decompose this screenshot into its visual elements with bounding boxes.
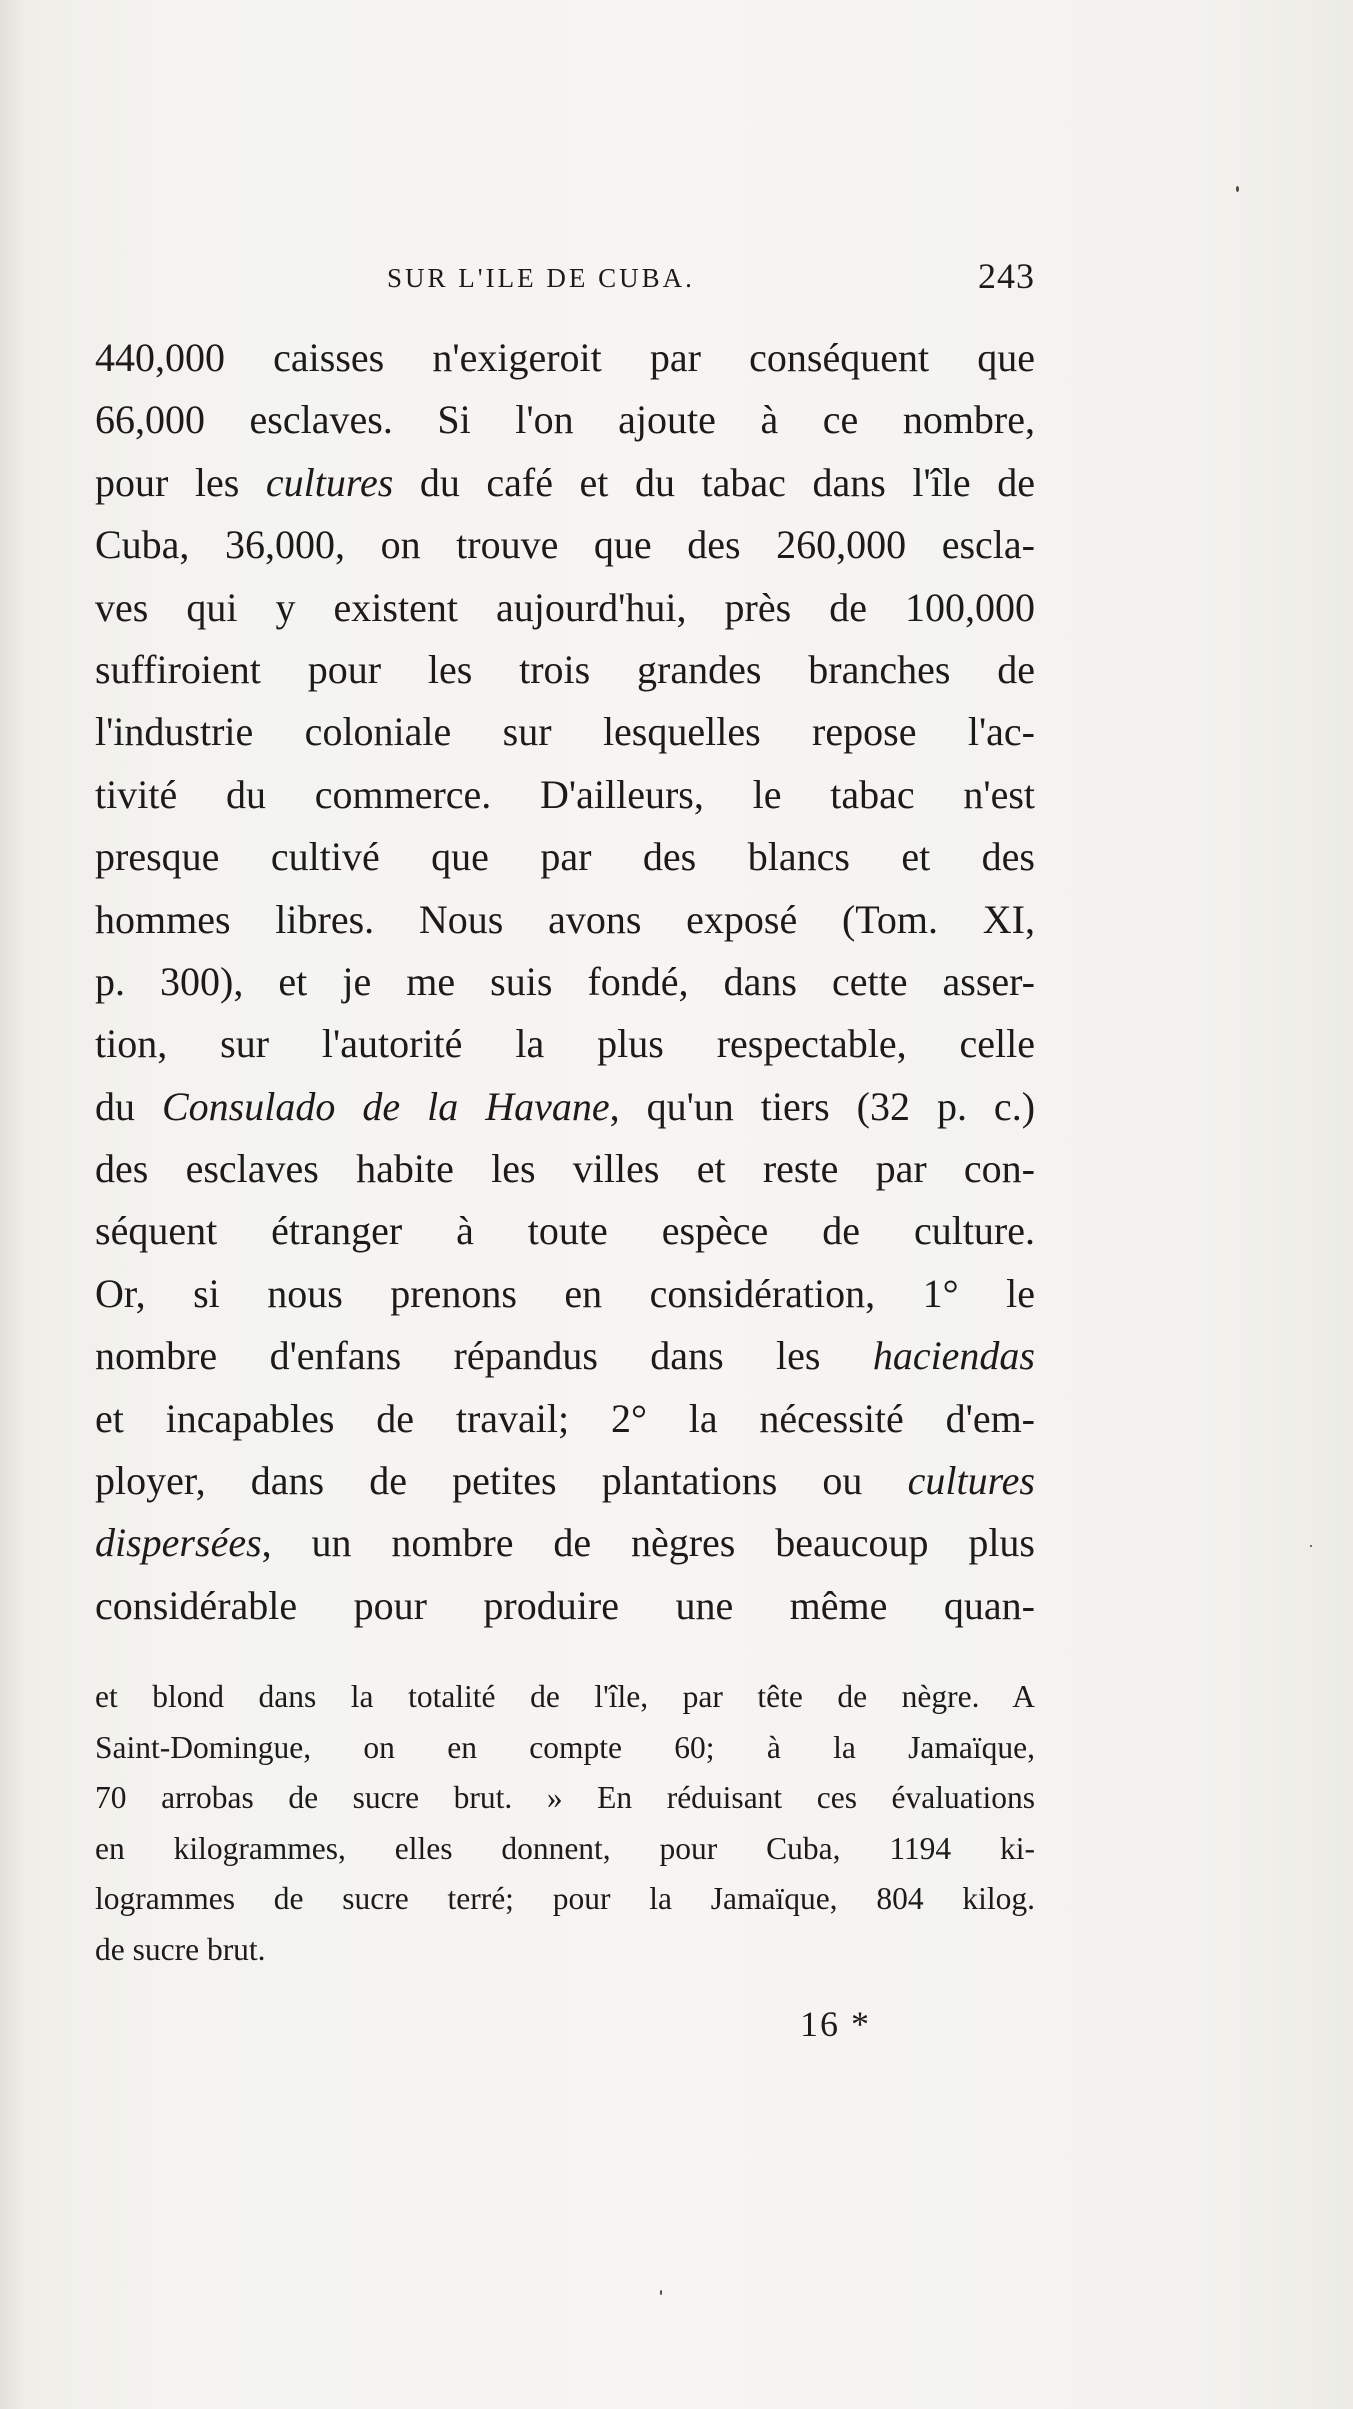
italic-phrase: cultures (265, 459, 394, 505)
italic-phrase: haciendas (872, 1333, 1035, 1379)
footnote-line: et blond dans la totalité de l'île, par tête de nègre. A (95, 1679, 1035, 1714)
italic-phrase: dispersées (95, 1520, 262, 1566)
footnote (95, 1672, 1035, 1975)
body-line: p. 300), et je me suis fondé, dans cette asser- (95, 958, 1035, 1004)
body-line: suffiroient pour les trois grandes branches de (95, 646, 1035, 692)
italic-phrase: Consulado de la Havane (162, 1083, 610, 1129)
body-line: l'industrie coloniale sur lesquelles repose l'ac- (95, 709, 1035, 755)
body-line: 440,000 caisses n'exigeroit par conséquent que (95, 335, 1035, 380)
body-line: ves qui y existent aujourd'hui, près de 100,000 (95, 584, 1035, 630)
italic-phrase: cultures (907, 1458, 1035, 1504)
signature-mark: 16 * (800, 2004, 871, 2044)
body-line: du Consulado de la Havane, qu'un tiers (32 p. c.) (95, 1083, 1036, 1129)
body-line: 66,000 esclaves. Si l'on ajoute à ce nombre, (95, 397, 1035, 443)
body-line: pour les cultures du café et du tabac dans l'île de (95, 459, 1035, 505)
footnote-line: de sucre brut. (95, 1931, 266, 1967)
paper-speck (1236, 186, 1239, 192)
body-line: presque cultivé que par des blancs et des (95, 834, 1035, 880)
running-head (95, 255, 1035, 305)
page-number: 243 (978, 256, 1035, 296)
footnote-line: logrammes de sucre terré; pour la Jamaïque, 804 kilog. (95, 1881, 1035, 1916)
footnote-line: en kilogrammes, elles donnent, pour Cuba, 1194 ki- (95, 1830, 1035, 1866)
body-line: dispersées, un nombre de nègres beaucoup plus (95, 1520, 1035, 1566)
body-line: séquent étranger à toute espèce de culture. (95, 1208, 1035, 1254)
body-line: considérable pour produire une même quan- (95, 1582, 1035, 1628)
paper-speck (660, 2290, 662, 2295)
body-line: Or, si nous prenons en considération, 1° le (95, 1270, 1035, 1316)
footnote-line: 70 arrobas de sucre brut. » En réduisant ces évaluations (95, 1780, 1035, 1815)
body-line: tivité du commerce. D'ailleurs, le tabac n'est (95, 771, 1035, 817)
paper-speck (1310, 1545, 1312, 1547)
gutter-shadow (0, 0, 26, 2409)
body-line: hommes libres. Nous avons exposé (Tom. XI, (95, 896, 1035, 942)
running-title: SUR L'ILE DE CUBA. (387, 263, 695, 293)
footnote-line: Saint-Domingue, on en compte 60; à la Jamaïque, (95, 1729, 1035, 1765)
body-line: des esclaves habite les villes et reste par con- (95, 1146, 1035, 1192)
body-text (95, 327, 1035, 1637)
body-line: et incapables de travail; 2° la nécessité d'em- (95, 1395, 1035, 1441)
body-line: ployer, dans de petites plantations ou cultures (95, 1458, 1035, 1504)
body-line: Cuba, 36,000, on trouve que des 260,000 escla- (95, 522, 1035, 568)
body-line: tion, sur l'autorité la plus respectable, celle (95, 1021, 1035, 1067)
body-line: nombre d'enfans répandus dans les haciendas (95, 1333, 1035, 1379)
